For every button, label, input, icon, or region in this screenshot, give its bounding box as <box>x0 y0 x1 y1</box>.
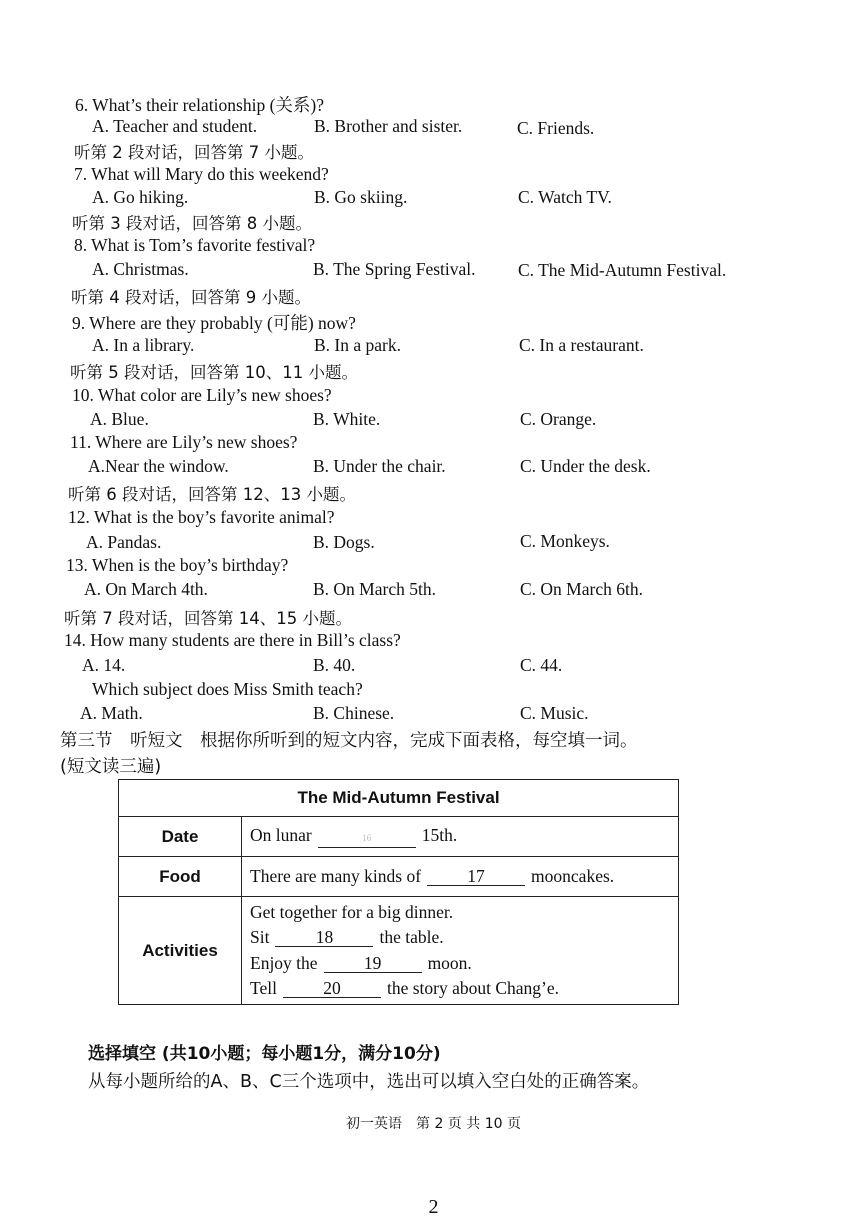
section3-note: (短文读三遍) <box>60 757 162 777</box>
question-13: 13. When is the boy’s birthday? <box>66 555 289 575</box>
question-10: 10. What color are Lily’s new shoes? <box>72 385 332 405</box>
festival-table <box>118 779 679 1005</box>
blank-19: 19 <box>324 954 422 973</box>
q9-option-a: A. In a library. <box>92 335 195 355</box>
q8-option-a: A. Christmas. <box>92 259 189 279</box>
question-7: 7. What will Mary do this weekend? <box>74 164 329 184</box>
food-row <box>242 857 679 897</box>
activities-cell <box>242 897 679 1005</box>
date-label: Date <box>119 817 242 857</box>
q15-option-c: C. Music. <box>520 703 589 723</box>
question-8: 8. What is Tom’s favorite festival? <box>74 235 316 255</box>
activity-3-text: Enjoy the <box>250 952 318 973</box>
q15-option-b: B. Chinese. <box>313 703 395 723</box>
activity-2-suffix: the table. <box>379 927 444 947</box>
section3-heading: 第三节 听短文 根据你所听到的短文内容，完成下面表格，每空填一词。 <box>60 731 638 751</box>
blank-18: 18 <box>275 928 373 947</box>
activity-2-text: Sit <box>250 927 270 947</box>
question-11: 11. Where are Lily’s new shoes? <box>70 432 298 452</box>
q10-option-b: B. White. <box>313 409 381 429</box>
activity-4-suffix: the story about Chang’e. <box>386 978 560 998</box>
q14-option-b: B. 40. <box>313 655 356 675</box>
q10-option-a: A. Blue. <box>90 409 149 429</box>
date-row <box>242 817 679 857</box>
blank-16: 16 <box>318 829 416 848</box>
food-text: There are many kinds of <box>250 866 422 886</box>
q13-option-b: B. On March 5th. <box>313 579 436 599</box>
q12-option-b: B. Dogs. <box>313 532 375 552</box>
q8-option-b: B. The Spring Festival. <box>313 259 476 279</box>
activity-3 <box>250 951 677 977</box>
question-14: 14. How many students are there in Bill’s class? <box>64 630 401 650</box>
cloze-instruction: 从每小题所给的A、B、C三个选项中，选出可以填入空白处的正确答案。 <box>88 1072 650 1092</box>
date-text: On lunar <box>250 825 312 845</box>
question-6: 6. What’s their relationship (关系)? <box>75 95 324 115</box>
q7-option-b: B. Go skiing. <box>314 187 408 207</box>
q7-option-a: A. Go hiking. <box>92 187 189 207</box>
q12-option-c: C. Monkeys. <box>520 531 610 551</box>
q9-option-b: B. In a park. <box>314 335 401 355</box>
instruction-dialogue-5: 听第 5 段对话，回答第 10、11 小题。 <box>70 363 358 382</box>
q11-option-a: A.Near the window. <box>88 456 229 476</box>
instruction-dialogue-3: 听第 3 段对话，回答第 8 小题。 <box>72 214 312 233</box>
date-suffix: 15th. <box>421 825 458 845</box>
q10-option-c: C. Orange. <box>520 409 597 429</box>
q12-option-a: A. Pandas. <box>86 532 162 552</box>
question-9: 9. Where are they probably (可能) now? <box>72 313 356 333</box>
instruction-dialogue-4: 听第 4 段对话，回答第 9 小题。 <box>71 288 311 307</box>
question-15: Which subject does Miss Smith teach? <box>92 679 363 699</box>
activity-4 <box>250 976 677 1002</box>
table-title: The Mid-Autumn Festival <box>119 780 679 817</box>
instruction-dialogue-7: 听第 7 段对话，回答第 14、15 小题。 <box>64 609 352 628</box>
activities-label: Activities <box>119 897 242 1005</box>
blank-17: 17 <box>427 867 525 886</box>
q6-option-c: C. Friends. <box>517 118 595 138</box>
activity-1: Get together for a big dinner. <box>250 901 454 922</box>
q13-option-c: C. On March 6th. <box>520 579 643 599</box>
activity-2 <box>250 925 677 951</box>
question-12: 12. What is the boy’s favorite animal? <box>68 507 335 527</box>
q8-option-c: C. The Mid-Autumn Festival. <box>518 260 727 280</box>
activity-3-suffix: moon. <box>427 952 472 973</box>
page-number: 2 <box>428 1196 439 1218</box>
q11-option-b: B. Under the chair. <box>313 456 446 476</box>
q9-option-c: C. In a restaurant. <box>519 335 644 355</box>
q6-option-a: A. Teacher and student. <box>92 116 258 136</box>
cloze-heading: 选择填空 (共10小题；每小题1分，满分10分) <box>88 1044 441 1064</box>
page-footer: 初一英语 第 2 页 共 10 页 <box>346 1116 521 1132</box>
instruction-dialogue-2: 听第 2 段对话，回答第 7 小题。 <box>74 143 314 162</box>
food-suffix: mooncakes. <box>531 866 615 886</box>
q14-option-a: A. 14. <box>82 655 126 675</box>
q7-option-c: C. Watch TV. <box>518 187 612 207</box>
instruction-dialogue-6: 听第 6 段对话，回答第 12、13 小题。 <box>68 485 356 504</box>
q11-option-c: C. Under the desk. <box>520 456 651 476</box>
q6-option-b: B. Brother and sister. <box>314 116 463 136</box>
q15-option-a: A. Math. <box>80 703 143 723</box>
activity-4-text: Tell <box>250 978 277 998</box>
food-label: Food <box>119 857 242 897</box>
q14-option-c: C. 44. <box>520 655 563 675</box>
q13-option-a: A. On March 4th. <box>84 579 208 599</box>
blank-20: 20 <box>283 979 381 998</box>
